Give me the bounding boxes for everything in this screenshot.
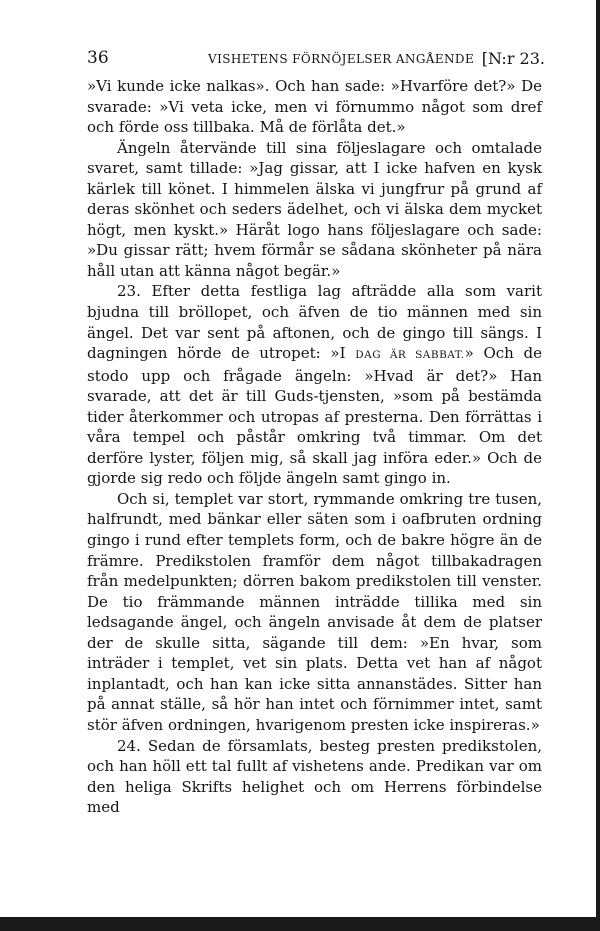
paragraph-3 (87, 281, 542, 488)
paragraph-3-start: 23. Efter detta festliga lag afträdde alla som varit bjudna till bröllopet, och äfven de tio männen med sin ängel. Det var sent på aftonen, och de gingo till sängs. I dagningen hörde de utropet: »I (87, 282, 542, 363)
body-text (87, 76, 542, 818)
scan-edge-bottom (0, 917, 600, 931)
paragraph-1: »Vi kunde icke nalkas». Och han sade: »Hvarföre det?» De svarade: »Vi veta icke, men vi förnummo något som dref och förde oss tillbaka. Må de förlåta det.» (87, 77, 542, 137)
page-number: 36 (87, 48, 109, 68)
sabbath-proclamation: DAG ÄR SABBAT. (355, 349, 465, 362)
scan-edge-right (596, 0, 600, 931)
paragraph-4: Och si, templet var stort, rymmande omkring tre tusen, halfrundt, med bänkar eller säten som i oafbruten ordning gingo i rund efter templets form, och de bakre högre än de främre. Predikstolen framför dem något tillbakadragen från medelpunkten; dörren bakom predikstolen till venster. De tio främmande männen inträdde tillika med sin ledsagande ängel, och ängeln anvisade åt dem de platser der de skulle sitta, sägande till dem: »En hvar, som inträder i templet, vet sin plats. Detta vet han af något inplantadt, och han kan icke sitta annanstädes. Sitter han på annat ställe, så hör han intet och förnimmer intet, samt stör äfven ordningen, hvarigenom presten icke inspireras.» (87, 489, 542, 734)
running-title: VISHETENS FÖRNÖJELSER ANGÅENDE (208, 52, 475, 66)
paragraph-2: Ängeln återvände till sina följeslagare och omtalade svaret, samt tillade: »Jag gissar, att I icke hafven en kysk kärlek till könet. I himmelen älska vi jungfrur på grund af deras skönhet och seders ädelhet, och vi älska dem mycket högt, men kyskt.» Häråt logo hans följeslagare och sade: »Du gissar rätt; hvem förmår se sådana skönheter på nära håll utan att känna något begär.» (87, 138, 542, 280)
section-reference: [N:r 23. (481, 49, 545, 68)
paragraph-5: 24. Sedan de församlats, besteg presten predikstolen, och han höll ett tal fullt af vishetens ande. Predikan var om den heliga Skrifts helighet och om Herrens förbindelse med (87, 736, 542, 817)
paragraph-3-end: » Och de stodo upp och frågade ängeln: »Hvad är det?» Han svarade, att det är till Guds-tjensten, »som på bestämda tider återkommer och utropas af presterna. Den förrättas i våra tempel och påstår omkring två timmar. Om det derföre lyster, följen mig, så skall jag införa eder.» Och de gjorde sig redo och följde ängeln samt gingo in. (87, 344, 542, 488)
running-header (87, 48, 545, 76)
